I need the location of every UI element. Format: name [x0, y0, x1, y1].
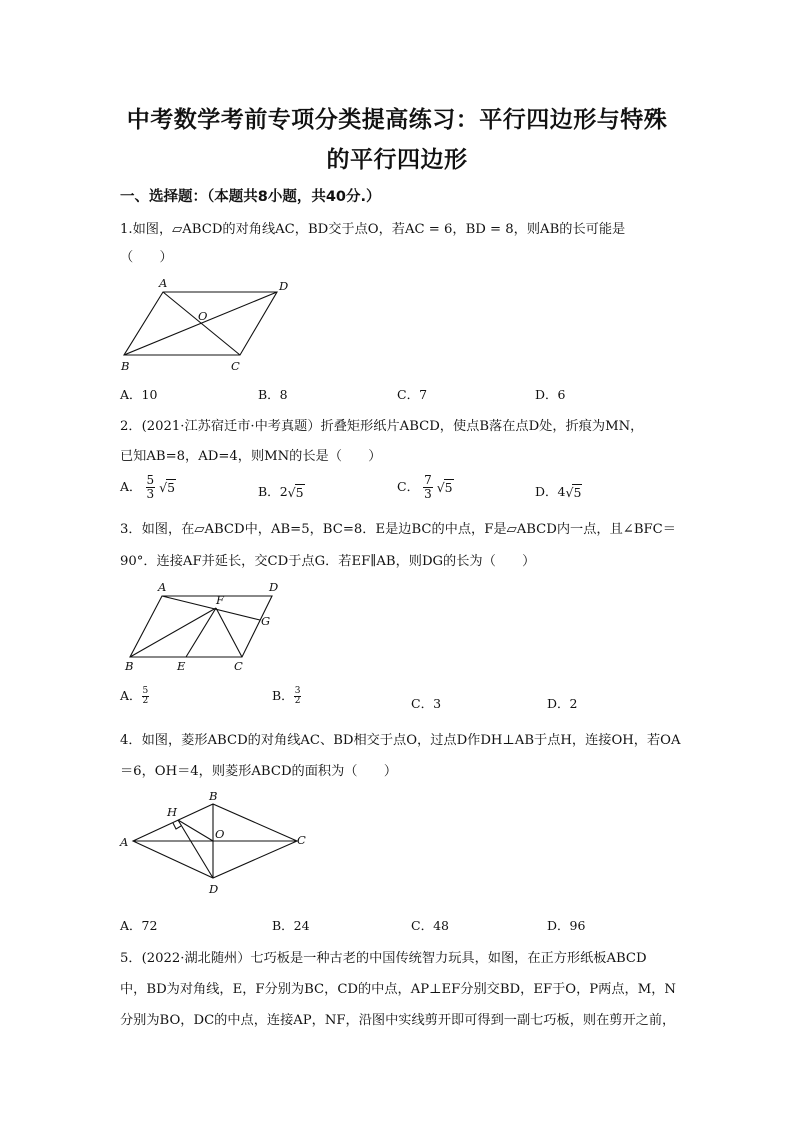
q3-parallelogram-figure — [115, 578, 295, 676]
section-heading: 一、选择题：（本题共8小题，共40分.） — [120, 189, 381, 205]
q3-label-c: C — [234, 659, 243, 673]
q4-segment-dh — [178, 820, 213, 878]
radicand: 5 — [573, 485, 582, 500]
radicand: 5 — [444, 480, 453, 495]
q2-choice-c[interactable] — [397, 474, 454, 501]
q1-choice-a[interactable]: A．10 — [120, 387, 158, 402]
q2-choice-a-prefix: A． — [120, 479, 142, 494]
q4-label-c: C — [297, 833, 306, 847]
q4-choice-c[interactable]: C．48 — [411, 918, 449, 933]
q4-choice-a[interactable]: A．72 — [120, 918, 158, 933]
fraction-numerator: 3 — [294, 686, 301, 696]
q5-stem-line1: 5．(2022·湖北随州）七巧板是一种古老的中国传统智力玩具，如图，在正方形纸板ABCD — [120, 951, 647, 966]
q3-choice-b-fraction — [294, 687, 302, 706]
q1-diagonal-bd — [124, 292, 277, 355]
q2-choice-c-prefix: C． — [397, 479, 420, 494]
q5-stem-line2: 中，BD为对角线，E，F分别为BC，CD的中点，AP⊥EF分别交BD，EF于O，P两点，M，N — [120, 982, 676, 997]
coefficient: 4 — [557, 484, 566, 499]
radicand: 5 — [167, 480, 176, 495]
fraction-denominator: 3 — [146, 487, 155, 501]
q3-stem-line2: 90°．连接AF并延长，交CD于点G．若EF∥AB，则DG的长为（ ） — [120, 554, 536, 569]
q4-choice-d[interactable]: D．96 — [547, 918, 586, 933]
q3-choice-c[interactable] — [411, 694, 441, 712]
q1-label-c: C — [231, 359, 240, 373]
fraction-numerator: 5 — [146, 473, 155, 487]
q4-rhombus-figure — [115, 785, 315, 900]
q3-segment-fe — [186, 608, 216, 657]
q4-label-a: A — [120, 835, 129, 849]
fraction-numerator: 5 — [142, 686, 149, 696]
q3-choice-a-fraction — [142, 687, 150, 706]
q4-label-h: H — [167, 805, 178, 819]
q4-label-d: D — [209, 882, 219, 896]
q1-parallelogram-figure — [115, 275, 300, 375]
q2-choice-a[interactable] — [120, 474, 176, 501]
sqrt-sign: √5 — [436, 480, 453, 495]
q1-stem-line1: 1.如图，▱ABCD的对角线AC，BD交于点O，若AC = 6，BD = 8，则AB的长可能是 — [120, 222, 626, 237]
q3-segment-fc — [216, 608, 242, 657]
q2-choice-d-prefix: D． — [535, 484, 558, 499]
q4-stem-line2: ＝6，OH＝4，则菱形ABCD的面积为（ ） — [120, 764, 398, 779]
q3-choice-c-prefix: C． — [411, 696, 434, 711]
q3-stem-line1: 3．如图，在▱ABCD中，AB=5，BC=8．E是边BC的中点，F是▱ABCD内一点，且∠BFC＝ — [120, 522, 676, 537]
q1-choice-c[interactable]: C．7 — [397, 387, 428, 402]
q3-choice-c-value: 3 — [433, 696, 442, 711]
q3-choice-a[interactable] — [120, 686, 149, 706]
fraction-denominator: 2 — [142, 696, 149, 706]
q3-choice-d-value: 2 — [569, 696, 578, 711]
sqrt-sign: √5 — [287, 485, 304, 500]
q3-label-g: G — [261, 614, 271, 628]
q3-label-e: E — [177, 659, 186, 673]
q2-choice-c-fraction — [423, 474, 433, 501]
q1-choice-d[interactable]: D．6 — [535, 387, 566, 402]
q1-label-d: D — [279, 279, 289, 293]
q2-choice-b[interactable] — [258, 482, 305, 500]
q2-choice-a-fraction — [146, 474, 156, 501]
sqrt-sign: √5 — [159, 480, 176, 495]
fraction-denominator: 3 — [424, 487, 432, 501]
q1-label-a: A — [159, 276, 168, 290]
q2-choice-d[interactable] — [535, 482, 582, 500]
q4-label-o: O — [215, 827, 225, 841]
coefficient: 2 — [279, 484, 288, 499]
q4-segment-oh — [178, 820, 213, 841]
fraction-numerator: 7 — [424, 473, 432, 487]
page-title-line2: 的平行四边形 — [326, 147, 468, 173]
q2-stem-line2: 已知AB=8，AD=4，则MN的长是（ ） — [120, 449, 382, 464]
q1-choice-b[interactable]: B．8 — [258, 387, 288, 402]
sqrt-sign: √5 — [565, 485, 582, 500]
q3-choice-d-prefix: D． — [547, 696, 570, 711]
fraction-denominator: 2 — [294, 696, 301, 706]
q4-choice-b[interactable]: B．24 — [272, 918, 310, 933]
radicand: 5 — [295, 485, 304, 500]
q1-label-b: B — [121, 359, 130, 373]
q1-stem-line2: （ ） — [120, 250, 173, 265]
q1-label-o: O — [198, 309, 208, 323]
page-title-line1: 中考数学考前专项分类提高练习：平行四边形与特殊 — [126, 107, 668, 133]
q3-choice-b-prefix: B． — [272, 688, 294, 703]
q3-choice-d[interactable] — [547, 694, 577, 712]
q5-stem-line3: 分别为BO，DC的中点，连接AP，NF，沿图中实线剪开即可得到一副七巧板，则在剪开之前， — [120, 1013, 676, 1028]
q3-label-f: F — [216, 593, 224, 607]
q3-label-b: B — [125, 659, 134, 673]
q2-stem-line1: 2．(2021·江苏宿迁市·中考真题）折叠矩形纸片ABCD，使点B落在点D处，折痕为MN， — [120, 419, 644, 434]
q4-stem-line1: 4．如图，菱形ABCD的对角线AC、BD相交于点O，过点D作DH⊥AB于点H，连接OH，若OA — [120, 733, 681, 748]
q3-choice-a-prefix: A． — [120, 688, 142, 703]
q3-label-a: A — [158, 580, 167, 594]
q4-label-b: B — [209, 789, 218, 803]
q2-choice-b-prefix: B． — [258, 484, 280, 499]
q3-label-d: D — [269, 580, 279, 594]
q3-choice-b[interactable] — [272, 686, 301, 706]
